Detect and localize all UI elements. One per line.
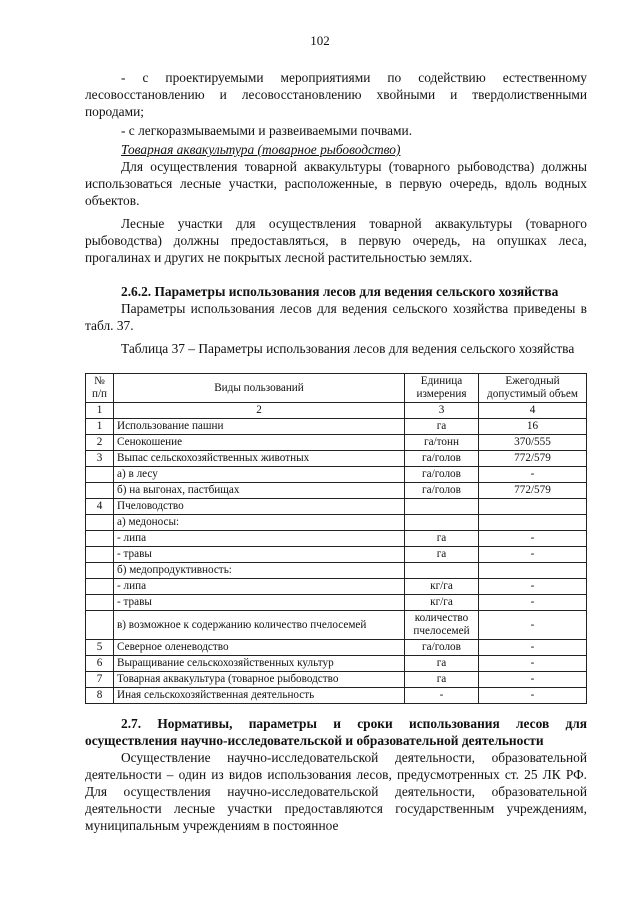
cell-num: 4: [86, 499, 114, 515]
cell-num: 5: [86, 640, 114, 656]
cell-num: 7: [86, 672, 114, 688]
cell-num: 2: [86, 435, 114, 451]
table-row: [86, 656, 587, 672]
cell-kind: Сенокошение: [114, 435, 405, 451]
cell-volume: 772/579: [479, 451, 587, 467]
header-num: № п/п: [86, 374, 114, 403]
cell-unit: га: [405, 531, 479, 547]
cell-kind: - липа: [114, 579, 405, 595]
cell-volume: 16: [479, 419, 587, 435]
cell-volume: [479, 499, 587, 515]
table-row: [86, 547, 587, 563]
table-caption: Таблица 37 – Параметры использования лесов для ведения сельского хозяйства: [121, 341, 575, 356]
table-row: [86, 531, 587, 547]
cell-volume: -: [479, 467, 587, 483]
cell-unit: га/голов: [405, 640, 479, 656]
table-row: [86, 515, 587, 531]
cell-unit: га/голов: [405, 451, 479, 467]
intro-paragraph-4: Лесные участки для осуществления товарной аквакультуры (товарного рыбоводства) должны предоставляться, в первую очередь, на опушках леса, прогалинах и других не покрытых лесной растительностью землях.: [85, 216, 587, 265]
cell-volume: -: [479, 656, 587, 672]
section-text: Осуществление научно-исследовательской деятельности, образовательной деятельности – один из видов использования лесов, предусмотренных ст. 25 ЛК РФ. Для осуществления научно-исследовательской деятельности, образовательной деятельности лесные участки предоставляются государственным учреждениям, муниципальным учреждениям в постоянное: [85, 750, 587, 833]
cell-volume: -: [479, 688, 587, 704]
index-cell: 4: [479, 403, 587, 419]
parameters-table: [85, 373, 587, 704]
cell-kind: б) на выгонах, пастбищах: [114, 483, 405, 499]
table-row: [86, 451, 587, 467]
cell-unit: [405, 515, 479, 531]
cell-kind: Использование пашни: [114, 419, 405, 435]
cell-volume: -: [479, 579, 587, 595]
table-row: [86, 579, 587, 595]
intro-paragraph-3: Для осуществления товарной аквакультуры (товарного рыбоводства) должны использоваться лесные участки, расположенные, в первую очередь, вдоль водных объектов.: [85, 159, 587, 208]
cell-unit: га: [405, 672, 479, 688]
cell-unit: га/голов: [405, 483, 479, 499]
table-index-row: [86, 403, 587, 419]
cell-unit: га: [405, 656, 479, 672]
table-row: [86, 435, 587, 451]
table-row: [86, 595, 587, 611]
index-cell: 2: [114, 403, 405, 419]
cell-num: [86, 467, 114, 483]
table-body: [86, 374, 587, 704]
section-text: Параметры использования лесов для ведения сельского хозяйства приведены в табл. 37.: [85, 301, 587, 333]
section-heading: 2.6.2. Параметры использования лесов для ведения сельского хозяйства: [121, 284, 559, 299]
table-row: [86, 640, 587, 656]
page-number: 102: [310, 33, 330, 48]
cell-kind: а) медоносы:: [114, 515, 405, 531]
cell-num: [86, 611, 114, 640]
cell-unit: га: [405, 419, 479, 435]
index-cell: 1: [86, 403, 114, 419]
section-2-6-2: [85, 283, 587, 334]
subheading-aquaculture: Товарная аквакультура (товарное рыбоводство): [121, 142, 401, 157]
cell-unit: га/голов: [405, 467, 479, 483]
table-row: [86, 672, 587, 688]
section-2-7: [85, 715, 587, 834]
cell-unit: га: [405, 547, 479, 563]
cell-num: [86, 483, 114, 499]
table-row: [86, 563, 587, 579]
cell-volume: -: [479, 547, 587, 563]
cell-kind: Выпас сельскохозяйственных животных: [114, 451, 405, 467]
cell-num: 1: [86, 419, 114, 435]
cell-unit: [405, 563, 479, 579]
table-header-row: [86, 374, 587, 403]
cell-volume: [479, 515, 587, 531]
cell-unit: количество пчелосемей: [405, 611, 479, 640]
cell-volume: -: [479, 595, 587, 611]
cell-kind: а) в лесу: [114, 467, 405, 483]
cell-num: [86, 579, 114, 595]
header-kind: Виды пользований: [114, 374, 405, 403]
cell-volume: 772/579: [479, 483, 587, 499]
cell-volume: -: [479, 640, 587, 656]
cell-num: [86, 563, 114, 579]
cell-num: [86, 531, 114, 547]
cell-volume: -: [479, 531, 587, 547]
cell-unit: [405, 499, 479, 515]
cell-kind: в) возможное к содержанию количество пчелосемей: [114, 611, 405, 640]
cell-kind: Иная сельскохозяйственная деятельность: [114, 688, 405, 704]
cell-kind: - травы: [114, 595, 405, 611]
intro-paragraph-1: - с проектируемыми мероприятиями по содействию естественному лесовосстановлению и лесовосстановлению хвойными и твердолиственными породами;: [85, 70, 587, 119]
cell-num: 6: [86, 656, 114, 672]
cell-kind: - липа: [114, 531, 405, 547]
table-row: [86, 688, 587, 704]
cell-kind: Пчеловодство: [114, 499, 405, 515]
cell-unit: кг/га: [405, 595, 479, 611]
table-row: [86, 467, 587, 483]
cell-unit: га/тонн: [405, 435, 479, 451]
cell-num: 8: [86, 688, 114, 704]
index-cell: 3: [405, 403, 479, 419]
cell-volume: 370/555: [479, 435, 587, 451]
cell-unit: -: [405, 688, 479, 704]
cell-kind: б) медопродуктивность:: [114, 563, 405, 579]
header-unit: Единица измерения: [405, 374, 479, 403]
table-row: [86, 419, 587, 435]
cell-volume: [479, 563, 587, 579]
cell-kind: Северное оленеводство: [114, 640, 405, 656]
header-volume: Ежегодный допустимый объем: [479, 374, 587, 403]
intro-section: [85, 69, 587, 266]
cell-volume: -: [479, 611, 587, 640]
intro-paragraph-2: - с легкоразмываемыми и развеиваемыми почвами.: [121, 123, 413, 138]
cell-kind: - травы: [114, 547, 405, 563]
cell-kind: Товарная аквакультура (товарное рыбоводство: [114, 672, 405, 688]
cell-volume: -: [479, 672, 587, 688]
cell-num: 3: [86, 451, 114, 467]
cell-num: [86, 515, 114, 531]
table-row: [86, 483, 587, 499]
cell-num: [86, 547, 114, 563]
cell-unit: кг/га: [405, 579, 479, 595]
section-heading: 2.7. Нормативы, параметры и сроки использования лесов для осуществления научно-исследовательской и образовательной деятельности: [85, 716, 587, 748]
cell-num: [86, 595, 114, 611]
cell-kind: Выращивание сельскохозяйственных культур: [114, 656, 405, 672]
table-row: [86, 611, 587, 640]
table-row: [86, 499, 587, 515]
